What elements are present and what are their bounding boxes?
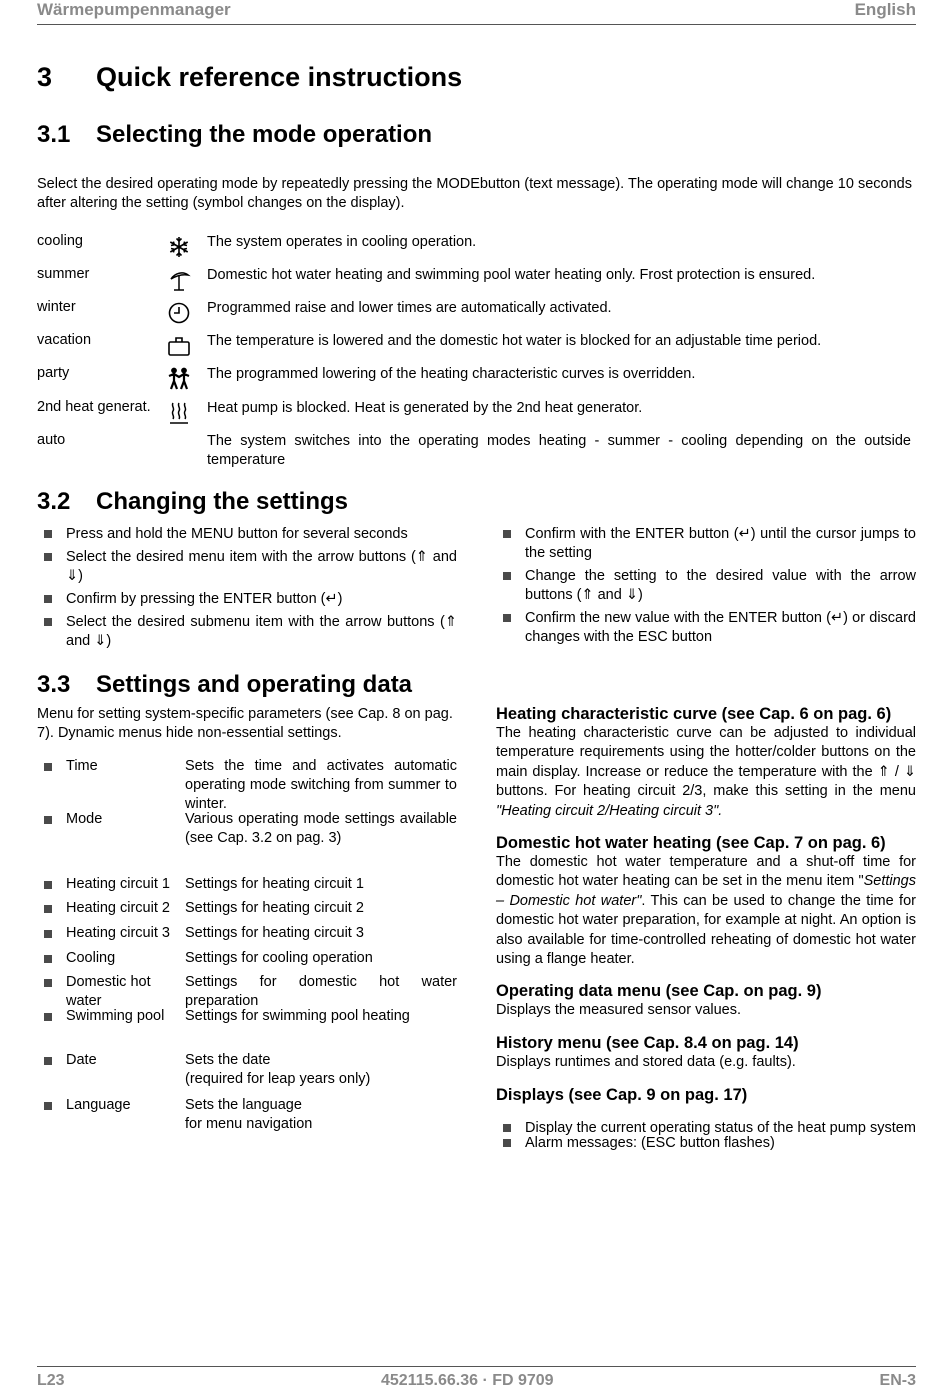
section-3-3-intro: Menu for setting system-specific parameters (see Cap. 8 on pag. 7). Dynamic menus hide non-essential settings. bbox=[37, 706, 453, 741]
menu-value: Settings for heating circuit 1 bbox=[185, 876, 364, 892]
bullet-marker bbox=[44, 881, 52, 889]
menu-key: Language bbox=[66, 1097, 131, 1113]
menu-key: Domestic hot water bbox=[66, 974, 151, 1009]
heating-curve-text: The heating characteristic curve can be adjusted to individual temperature requirements using the hotter/colder buttons on the main display. Increase or reduce the temperature with the ⇑ / ⇓ buttons. For heating circuit 2/3, make this setting in the menu "Heating circuit 2/Heating circuit 3". bbox=[496, 725, 916, 819]
menu-value: Settings for domestic hot water preparation bbox=[185, 974, 457, 1009]
displays-heading: Displays (see Cap. 9 on pag. 17) bbox=[496, 1086, 748, 1104]
header-rule bbox=[37, 24, 916, 25]
mode-label: auto bbox=[37, 432, 66, 448]
menu-key: Mode bbox=[66, 811, 103, 827]
mode-desc: Domestic hot water heating and swimming pool water heating only. Frost protection is ensured. bbox=[207, 267, 816, 283]
heating-curve-heading: Heating characteristic curve (see Cap. 6 on pag. 6) bbox=[496, 705, 892, 723]
mode-desc: Heat pump is blocked. Heat is generated by the 2nd heat generator. bbox=[207, 400, 643, 416]
menu-key: Date bbox=[66, 1052, 97, 1068]
settings-steps-right bbox=[496, 525, 916, 651]
menu-key: Heating circuit 3 bbox=[66, 925, 170, 941]
mode-desc: The temperature is lowered and the domestic hot water is blocked for an adjustable time period. bbox=[207, 333, 822, 349]
displays-list bbox=[496, 1119, 916, 1157]
section-3-heading: 3 Quick reference instructions bbox=[37, 62, 463, 92]
bullet-marker bbox=[44, 816, 52, 824]
dhw-text: The domestic hot water temperature and a shut-off time for domestic hot water heating can be set in the menu item "Settings – Domestic hot water". This can be used to change the time for domestic hot water preparation, for example at night. An option is also available for time-controlled reheating of domestic hot water using a flange heater. bbox=[496, 854, 916, 968]
heat-waves-icon bbox=[167, 401, 191, 425]
clock-icon bbox=[167, 301, 191, 325]
footer-rule bbox=[37, 1366, 916, 1367]
suitcase-icon bbox=[167, 334, 191, 358]
dhw-heading: Domestic hot water heating (see Cap. 7 on pag. 6) bbox=[496, 834, 886, 852]
bullet-marker bbox=[44, 930, 52, 938]
list-item: Alarm messages: (ESC button flashes) bbox=[496, 1134, 916, 1153]
menu-value: Settings for heating circuit 3 bbox=[185, 925, 364, 941]
snowflake-icon bbox=[167, 235, 191, 259]
menu-key: Heating circuit 2 bbox=[66, 900, 170, 916]
mode-desc: Programmed raise and lower times are automatically activated. bbox=[207, 300, 612, 316]
bullet-marker bbox=[44, 1013, 52, 1021]
footer-part-number: 452115.66.36 · FD 9709 bbox=[381, 1372, 554, 1389]
footer-page-number: EN-3 bbox=[879, 1372, 916, 1389]
opdata-heading: Operating data menu (see Cap. on pag. 9) bbox=[496, 982, 822, 1000]
bullet-marker bbox=[44, 763, 52, 771]
menu-value: Sets the language for menu navigation bbox=[185, 1097, 313, 1132]
mode-label: vacation bbox=[37, 332, 92, 348]
footer-doc-code: L23 bbox=[37, 1372, 65, 1389]
umbrella-icon bbox=[167, 268, 191, 292]
mode-desc: The system switches into the operating modes heating - summer - cooling depending on the outside temperature bbox=[207, 433, 911, 468]
section-3-2-heading: 3.2 Changing the settings bbox=[37, 488, 348, 515]
mode-label: 2nd heat generat. bbox=[37, 399, 151, 415]
mode-label: cooling bbox=[37, 233, 83, 249]
menu-value: Settings for heating circuit 2 bbox=[185, 900, 364, 916]
mode-desc: The system operates in cooling operation. bbox=[207, 234, 477, 250]
list-item: Select the desired menu item with the arrow buttons (⇑ and ⇓) bbox=[37, 548, 457, 586]
menu-value: Settings for cooling operation bbox=[185, 950, 373, 966]
header-language: English bbox=[854, 0, 916, 19]
menu-key: Time bbox=[66, 758, 98, 774]
bullet-marker bbox=[44, 1057, 52, 1065]
mode-desc: The programmed lowering of the heating characteristic curves is overridden. bbox=[207, 366, 696, 382]
menu-key: Cooling bbox=[66, 950, 116, 966]
header-title: Wärmepumpenmanager bbox=[37, 0, 231, 19]
menu-key: Swimming pool bbox=[66, 1008, 165, 1024]
list-item: Select the desired submenu item with the arrow buttons (⇑ and ⇓) bbox=[37, 613, 457, 651]
menu-value: Various operating mode settings available (see Cap. 3.2 on pag. 3) bbox=[185, 811, 457, 846]
list-item: Display the current operating status of the heat pump system bbox=[496, 1119, 916, 1138]
history-heading: History menu (see Cap. 8.4 on pag. 14) bbox=[496, 1034, 799, 1052]
list-item: Confirm by pressing the ENTER button (↵) bbox=[37, 590, 457, 609]
bullet-marker bbox=[44, 905, 52, 913]
list-item: Press and hold the MENU button for several seconds bbox=[37, 525, 457, 544]
bullet-marker bbox=[44, 1102, 52, 1110]
mode-label: winter bbox=[37, 299, 76, 315]
list-item: Change the setting to the desired value with the arrow buttons (⇑ and ⇓) bbox=[496, 567, 916, 605]
section-3-1-heading: 3.1 Selecting the mode operation bbox=[37, 121, 433, 148]
list-item: Confirm with the ENTER button (↵) until the cursor jumps to the setting bbox=[496, 525, 916, 563]
history-text: Displays runtimes and stored data (e.g. faults). bbox=[496, 1054, 796, 1070]
mode-label: party bbox=[37, 365, 70, 381]
settings-steps-left bbox=[37, 525, 457, 655]
menu-value: Sets the date (required for leap years only) bbox=[185, 1052, 371, 1087]
bullet-marker bbox=[44, 979, 52, 987]
list-item: Confirm the new value with the ENTER button (↵) or discard changes with the ESC button bbox=[496, 609, 916, 647]
bullet-marker bbox=[44, 955, 52, 963]
menu-value: Settings for swimming pool heating bbox=[185, 1008, 410, 1024]
mode-label: summer bbox=[37, 266, 90, 282]
menu-value: Sets the time and activates automatic operating mode switching from summer to winter. bbox=[185, 758, 457, 812]
dancing-people-icon bbox=[167, 367, 191, 391]
section-3-1-intro: Select the desired operating mode by repeatedly pressing the MODEbutton (text message). The operating mode will change 10 seconds after altering the setting (symbol changes on the display). bbox=[37, 176, 912, 211]
opdata-text: Displays the measured sensor values. bbox=[496, 1002, 742, 1018]
menu-key: Heating circuit 1 bbox=[66, 876, 170, 892]
section-3-3-heading: 3.3 Settings and operating data bbox=[37, 671, 413, 698]
